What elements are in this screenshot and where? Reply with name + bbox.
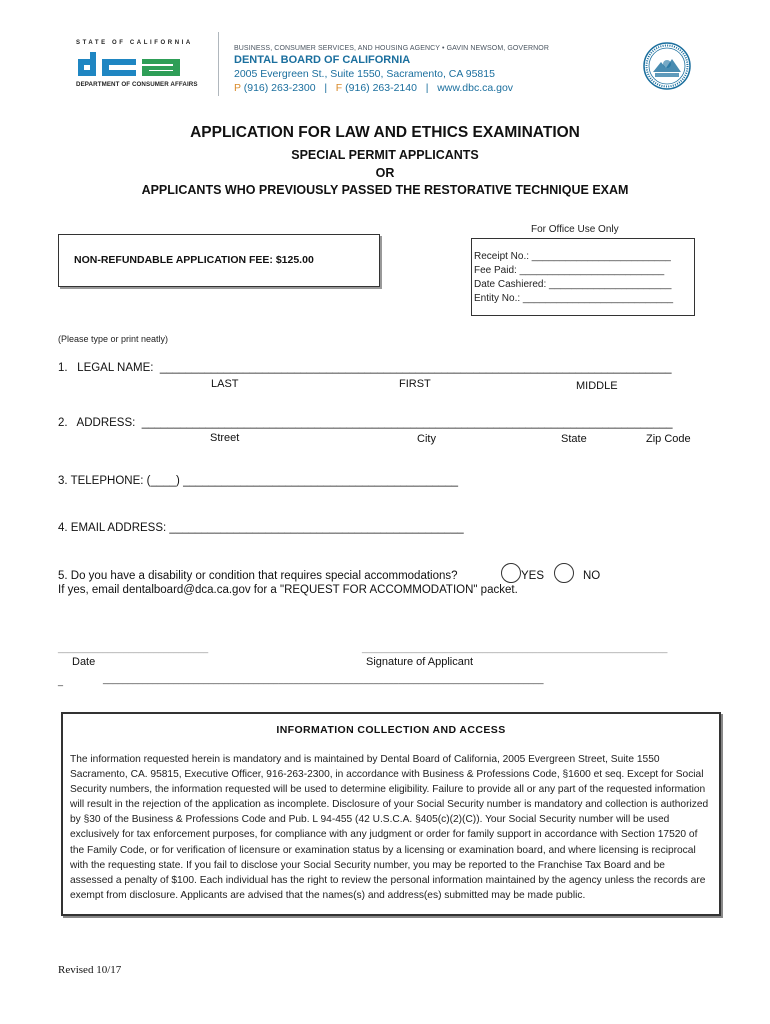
separator-dash: _ <box>58 676 64 686</box>
signature-label: Signature of Applicant <box>366 656 474 668</box>
logo-text: dca <box>76 50 78 51</box>
department-name: DEPARTMENT OF CONSUMER AFFAIRS <box>76 81 198 88</box>
contact-line: P (916) 263-2300 | F (916) 263-2140 | www.dbc.ca.gov <box>234 82 514 94</box>
phone-prefix: P <box>234 82 241 94</box>
agency-line: BUSINESS, CONSUMER SERVICES, AND HOUSING AGENCY • GAVIN NEWSOM, GOVERNOR <box>234 45 549 52</box>
accommodation-note: If yes, email dentalboard@dca.ca.gov for a "REQUEST FOR ACCOMMODATION" packet. <box>58 584 518 596</box>
print-instructions: (Please type or print neatly) <box>58 334 169 344</box>
separator-line: ________________________________________________________________________________________ <box>103 674 544 684</box>
date-cashiered-field[interactable]: Date Cashiered: ______________________ <box>474 279 672 290</box>
last-name-label: LAST <box>211 378 239 390</box>
zip-code-label: Zip Code <box>646 433 691 445</box>
receipt-number-field[interactable]: Receipt No.: _________________________ <box>474 251 671 262</box>
information-collection-title: INFORMATION COLLECTION AND ACCESS <box>276 724 506 736</box>
fee-box <box>58 234 380 287</box>
information-collection-body: The information requested herein is mandatory and is maintained by Dental Board of California, 2005 Evergreen Street, Suite 1550 Sacramento, CA. 95815, Executive Officer, 916-263-2300, in accordance with Business & Professions Code, §1600 et seq. Except for Social Security numbers, the information requested will be used to determine eligibility. Failure to provide all or any part of the requested information will result in the rejection of the application as incomplete. Disclosure of your Social Security number is mandatory and collection is authorized by §30 of the Business & Professions Code and Pub. L 94-455 (42 U.S.C.A. §405(c)(2)(C)). Your Social Security number will be used exclusively for tax enforcement purposes, for compliance with any judgment or order for family support in accordance with Section 17520 of the Family Code, or for verification of licensure or examination status by a licensing or examination board, and where licensing is reciprocal with the requesting state. If you fail to disclose your Social Security number, you may be reported to the Franchise Tax Board and be assessed a penalty of $100. Each individual has the right to review the personal information maintained by the agency unless the records are exempt from disclosure. Applicants are advised that the names(s) and address(es) submitted may be made public. <box>70 754 709 901</box>
header-divider <box>218 32 219 96</box>
city-label: City <box>417 433 436 445</box>
fax-prefix: F <box>335 82 343 94</box>
address-field[interactable]: 2. ADDRESS: ___________________________________________________________________________________ <box>58 417 673 429</box>
middle-name-label: MIDDLE <box>576 380 618 392</box>
board-address: 2005 Evergreen St., Suite 1550, Sacramento, CA 95815 <box>234 68 495 80</box>
street-label: Street <box>210 432 240 444</box>
date-label: Date <box>72 656 96 668</box>
accommodation-question: 5. Do you have a disability or condition that requires special accommodations? <box>58 570 458 582</box>
california-state-seal-icon <box>643 42 691 90</box>
form-subtitle-restorative: APPLICANTS WHO PREVIOUSLY PASSED THE RESTORATIVE TECHNIQUE EXAM <box>141 183 629 197</box>
no-radio[interactable] <box>554 563 574 583</box>
legal-name-field[interactable]: 1. LEGAL NAME: ________________________________________________________________________________ <box>58 362 672 374</box>
fee-paid-field[interactable]: Fee Paid: __________________________ <box>474 265 665 276</box>
first-name-label: FIRST <box>399 378 431 390</box>
website-link[interactable]: www.dbc.ca.gov <box>437 82 514 94</box>
board-name: DENTAL BOARD OF CALIFORNIA <box>234 54 411 66</box>
dca-logo <box>76 50 204 78</box>
office-use-label: For Office Use Only <box>531 224 619 235</box>
email-field[interactable]: 4. EMAIL ADDRESS: ______________________________________________ <box>58 522 464 534</box>
revision-date: Revised 10/17 <box>58 964 122 976</box>
yes-label: YES <box>521 570 545 582</box>
no-label: NO <box>583 570 601 582</box>
date-signature-line[interactable]: ______________________________ <box>58 643 209 653</box>
entity-number-field[interactable]: Entity No.: ___________________________ <box>474 293 674 304</box>
fax-number: (916) 263-2140 <box>345 82 417 94</box>
phone-number: (916) 263-2300 <box>243 82 316 94</box>
form-title: APPLICATION FOR LAW AND ETHICS EXAMINATION <box>190 124 580 141</box>
form-subtitle-or: OR <box>375 166 395 180</box>
state-label: State <box>561 433 587 445</box>
applicant-signature-line[interactable]: _____________________________________________________________ <box>362 643 668 653</box>
office-use-box <box>471 238 695 316</box>
form-subtitle-special-permit: SPECIAL PERMIT APPLICANTS <box>291 148 479 162</box>
telephone-field[interactable]: 3. TELEPHONE: (____) ___________________________________________ <box>58 475 459 487</box>
fee-label: NON-REFUNDABLE APPLICATION FEE: $125.00 <box>74 254 314 266</box>
information-collection-box <box>61 712 721 916</box>
state-of-california-label: STATE OF CALIFORNIA <box>76 40 193 46</box>
yes-radio[interactable] <box>501 563 521 583</box>
